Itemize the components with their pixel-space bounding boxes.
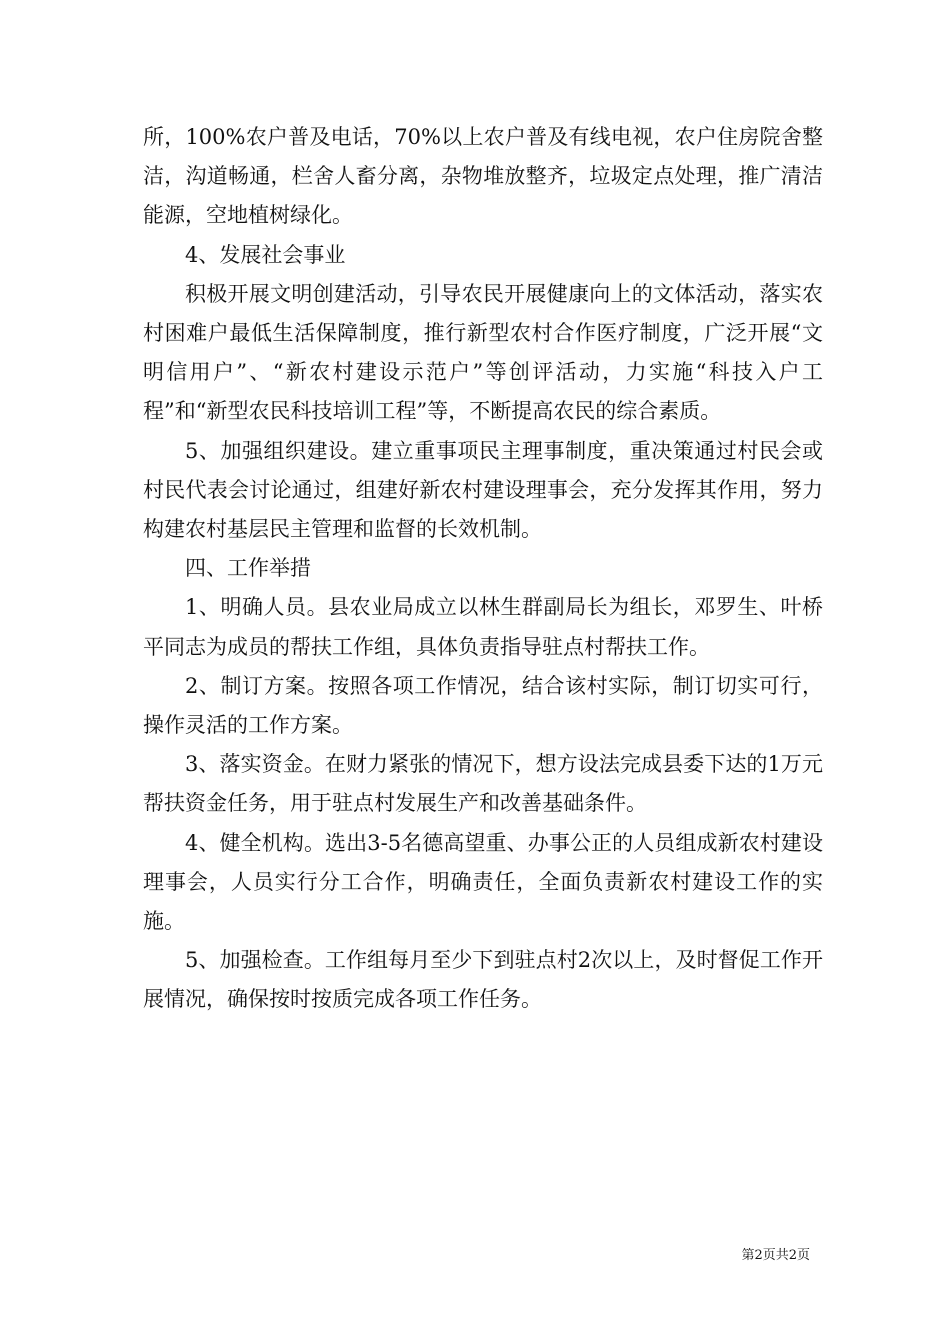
document-body xyxy=(143,118,823,1020)
body-paragraph: 5、加强检查。工作组每月至少下到驻点村2次以上，及时督促工作开展情况，确保按时按质完成各项工作任务。 xyxy=(143,948,823,1012)
body-paragraph: 3、落实资金。在财力紧张的情况下，想方设法完成县委下达的1万元帮扶资金任务，用于驻点村发展生产和改善基础条件。 xyxy=(143,752,823,816)
body-paragraph: 4、健全机构。选出3-5名德高望重、办事公正的人员组成新农村建设理事会，人员实行分工合作，明确责任，全面负责新农村建设工作的实施。 xyxy=(143,830,823,934)
body-paragraph: 所，100%农户普及电话，70%以上农户普及有线电视，农户住房院舍整洁，沟道畅通，栏舍人畜分离，杂物堆放整齐，垃圾定点处理，推广清洁能源，空地植树绿化。 xyxy=(143,125,823,228)
body-paragraph: 积极开展文明创建活动，引导农民开展健康向上的文体活动，落实农村困难户最低生活保障制度，推行新型农村合作医疗制度，广泛开展“文明信用户”、“新农村建设示范户”等创评活动，力实施“科技入户工程”和“新型农民科技培训工程”等，不断提高农民的综合素质。 xyxy=(143,281,823,424)
body-paragraph: 2、制订方案。按照各项工作情况，结合该村实际，制订切实可行，操作灵活的工作方案。 xyxy=(143,673,823,738)
section-heading-social-affairs: 4、发展社会事业 xyxy=(185,242,346,267)
body-paragraph: 1、明确人员。县农业局成立以林生群副局长为组长，邓罗生、叶桥平同志为成员的帮扶工作组，具体负责指导驻点村帮扶工作。 xyxy=(143,595,823,659)
page-number-footer: 第2页共2页 xyxy=(741,1248,810,1263)
body-paragraph: 5、加强组织建设。建立重事项民主理事制度，重决策通过村民会或村民代表会讨论通过，组建好新农村建设理事会，充分发挥其作用，努力构建农村基层民主管理和监督的长效机制。 xyxy=(143,438,823,542)
section-heading-work-measures: 四、工作举措 xyxy=(185,556,311,581)
